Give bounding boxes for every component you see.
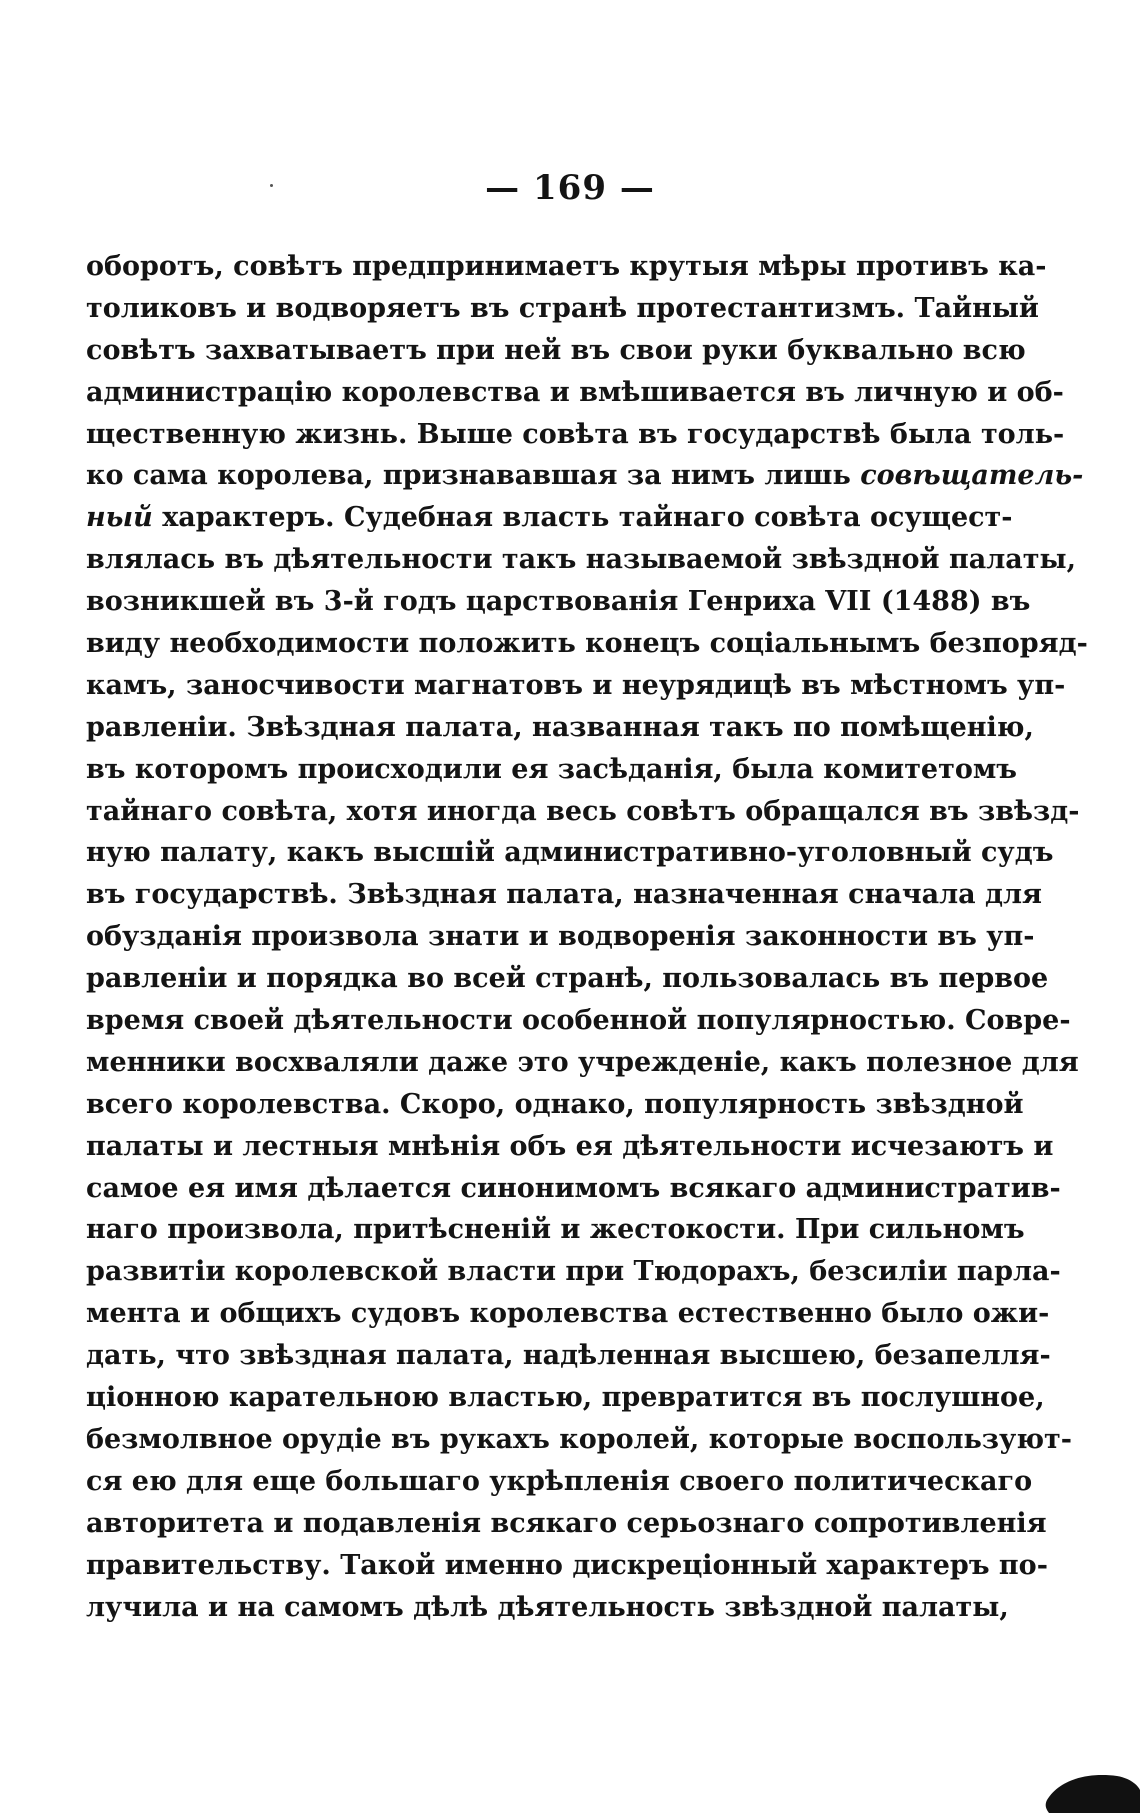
text-line-30: ся ею для еще большаго укрѣпленія своего политическаго	[86, 1465, 1033, 1497]
text-line-13: въ которомъ происходили ея засѣданія, была комитетомъ	[86, 753, 1018, 785]
text-line-7-main: характеръ. Судебная власть тайнаго совѣта осущест-	[162, 502, 1013, 534]
text-line-14: тайнаго совѣта, хотя иногда весь совѣтъ обращался въ звѣзд-	[86, 795, 1080, 827]
page-number: — 169 —	[485, 168, 655, 208]
text-line-3: совѣтъ захватываетъ при ней въ свои руки буквально всю	[86, 334, 1026, 366]
text-line-32: правительству. Такой именно дискреціонный характеръ по-	[86, 1549, 1048, 1581]
text-line-10: виду необходимости положить конецъ соціальнымъ безпоряд-	[86, 628, 1088, 660]
text-line-21: всего королевства. Скоро, однако, популярность звѣздной	[86, 1088, 1024, 1120]
text-line-29: безмолвное орудіе въ рукахъ королей, которые воспользуют-	[86, 1423, 1072, 1455]
text-line-2: толиковъ и водворяетъ въ странѣ протестантизмъ. Тайный	[86, 292, 1039, 324]
text-line-4: администрацію королевства и вмѣшивается въ личную и об-	[86, 376, 1064, 408]
text-line-12: равленіи. Звѣздная палата, названная такъ по помѣщенію,	[86, 711, 1034, 743]
text-line-27: дать, что звѣздная палата, надѣленная высшею, безапелля-	[86, 1340, 1051, 1372]
text-line-1: оборотъ, совѣтъ предпринимаетъ крутыя мѣры противъ ка-	[86, 251, 1047, 282]
text-line-31: авторитета и подавленія всякаго серьознаго сопротивленія	[86, 1507, 1047, 1539]
text-line-7	[86, 497, 1013, 539]
body-text	[86, 246, 1088, 1628]
text-line-23: самое ея имя дѣлается синонимомъ всякаго административ-	[86, 1172, 1061, 1204]
text-line-15: ную палату, какъ высшій административно-уголовный судъ	[86, 837, 1054, 869]
text-line-11: камъ, заносчивости магнатовъ и неурядицѣ въ мѣстномъ уп-	[86, 669, 1066, 701]
text-line-25: развитіи королевской власти при Тюдорахъ, безсиліи парла-	[86, 1256, 1061, 1288]
text-line-33: лучила и на самомъ дѣлѣ дѣятельность звѣздной палаты,	[86, 1591, 1009, 1623]
text-line-9: возникшей въ 3-й годъ царствованія Генриха VII (1488) въ	[86, 586, 1031, 618]
text-line-26: мента и общихъ судовъ королевства естественно было ожи-	[86, 1298, 1050, 1330]
text-line-6-main: ко сама королева, признававшая за нимъ лишь	[86, 460, 851, 492]
text-line-8: влялась въ дѣятельности такъ называемой звѣздной палаты,	[86, 544, 1076, 576]
text-line-19: время своей дѣятельности особенной популярностью. Совре-	[86, 1005, 1071, 1037]
text-line-6	[86, 455, 1084, 497]
text-line-5: щественную жизнь. Выше совѣта въ государствѣ была толь-	[86, 418, 1065, 450]
italic-phrase-part-2: ный	[86, 502, 153, 534]
text-line-22: палаты и лестныя мнѣнія объ ея дѣятельности исчезаютъ и	[86, 1130, 1054, 1162]
ink-blot	[1045, 1762, 1140, 1813]
text-line-16: въ государствѣ. Звѣздная палата, назначенная сначала для	[86, 879, 1043, 911]
italic-phrase-part-1: совѣщатель-	[860, 460, 1084, 492]
text-line-28: ціонною карательною властью, превратится въ послушное,	[86, 1382, 1045, 1414]
text-line-18: равленіи и порядка во всей странѣ, пользовалась въ первое	[86, 963, 1049, 995]
text-line-20: менники восхваляли даже это учрежденіе, какъ полезное для	[86, 1046, 1079, 1078]
text-line-17: обузданія произвола знати и водворенія законности въ уп-	[86, 921, 1035, 953]
text-line-24: наго произвола, притѣсненій и жестокости. При сильномъ	[86, 1214, 1025, 1246]
